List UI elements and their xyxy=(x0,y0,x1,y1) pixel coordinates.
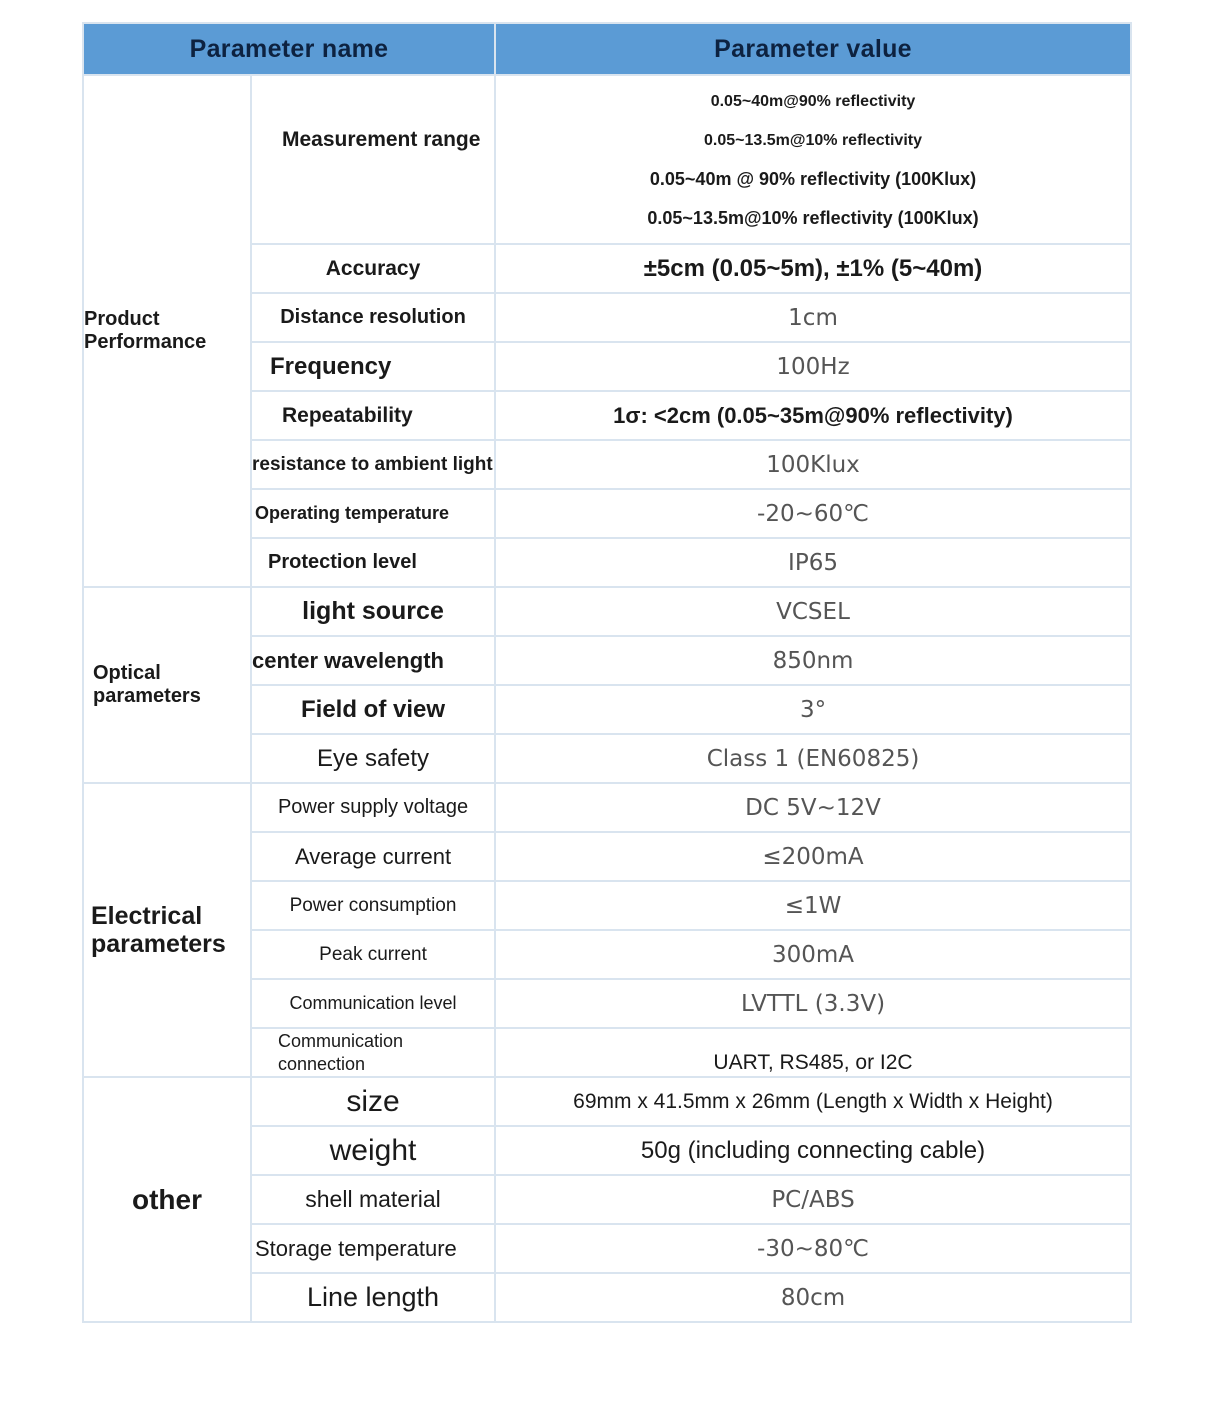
group-label-other: other xyxy=(83,1077,251,1322)
param-name: Communication level xyxy=(251,979,495,1028)
param-name: Repeatability xyxy=(251,391,495,440)
group-label-product-performance: Product Performance xyxy=(83,75,251,587)
param-name: shell material xyxy=(251,1175,495,1224)
param-value: VCSEL xyxy=(495,587,1131,636)
param-name: Accuracy xyxy=(251,244,495,293)
param-name: Peak current xyxy=(251,930,495,979)
param-value: -20~60℃ xyxy=(495,489,1131,538)
header-parameter-name: Parameter name xyxy=(83,23,495,75)
param-value: 100Hz xyxy=(495,342,1131,391)
param-value: 50g (including connecting cable) xyxy=(495,1126,1131,1175)
range-line: 0.05~13.5m@10% reflectivity (100Klux) xyxy=(647,207,979,228)
param-name: resistance to ambient light xyxy=(251,440,495,489)
param-name: size xyxy=(251,1077,495,1126)
param-value: 1σ: <2cm (0.05~35m@90% reflectivity) xyxy=(495,391,1131,440)
group-label-electrical-parameters: Electrical parameters xyxy=(83,783,251,1077)
param-name: Eye safety xyxy=(251,734,495,783)
param-value: 69mm x 41.5mm x 26mm (Length x Width x Height) xyxy=(495,1077,1131,1126)
param-value: -30~80℃ xyxy=(495,1224,1131,1273)
param-value: IP65 xyxy=(495,538,1131,587)
param-value: ≤1W xyxy=(495,881,1131,930)
param-name: Distance resolution xyxy=(251,293,495,342)
param-name: Measurement range xyxy=(251,75,495,244)
param-name: Average current xyxy=(251,832,495,881)
range-line: 0.05~13.5m@10% reflectivity xyxy=(704,131,922,149)
param-name: light source xyxy=(251,587,495,636)
param-name: Line length xyxy=(251,1273,495,1322)
group-label-optical-parameters: Optical parameters xyxy=(83,587,251,783)
param-value: 100Klux xyxy=(495,440,1131,489)
param-value: 3° xyxy=(495,685,1131,734)
param-value: 80cm xyxy=(495,1273,1131,1322)
param-value: 1cm xyxy=(495,293,1131,342)
param-value: 850nm xyxy=(495,636,1131,685)
range-line: 0.05~40m @ 90% reflectivity (100Klux) xyxy=(649,168,977,189)
header-row xyxy=(83,23,1131,75)
param-name: Communication connection xyxy=(251,1028,495,1077)
param-name: Storage temperature xyxy=(251,1224,495,1273)
param-name: center wavelength xyxy=(251,636,495,685)
param-value: ±5cm (0.05~5m), ±1% (5~40m) xyxy=(495,244,1131,293)
param-name: Frequency xyxy=(251,342,495,391)
range-line: 0.05~40m@90% reflectivity xyxy=(710,92,916,110)
spec-table xyxy=(82,22,1132,1323)
param-name: Field of view xyxy=(251,685,495,734)
param-value: UART, RS485, or I2C xyxy=(495,1028,1131,1077)
param-name: Operating temperature xyxy=(251,489,495,538)
param-value: Class 1 (EN60825) xyxy=(495,734,1131,783)
param-value-measurement-range xyxy=(495,75,1131,244)
param-name: weight xyxy=(251,1126,495,1175)
table-row xyxy=(83,783,1131,832)
param-name: Power supply voltage xyxy=(251,783,495,832)
param-value: PC/ABS xyxy=(495,1175,1131,1224)
param-value: LVTTL (3.3V) xyxy=(495,979,1131,1028)
param-value: 300mA xyxy=(495,930,1131,979)
table-row xyxy=(83,587,1131,636)
param-name: Protection level xyxy=(251,538,495,587)
table-row xyxy=(83,75,1131,244)
param-name: Power consumption xyxy=(251,881,495,930)
param-value: ≤200mA xyxy=(495,832,1131,881)
table-row xyxy=(83,1077,1131,1126)
header-parameter-value: Parameter value xyxy=(495,23,1131,75)
param-value: DC 5V~12V xyxy=(495,783,1131,832)
